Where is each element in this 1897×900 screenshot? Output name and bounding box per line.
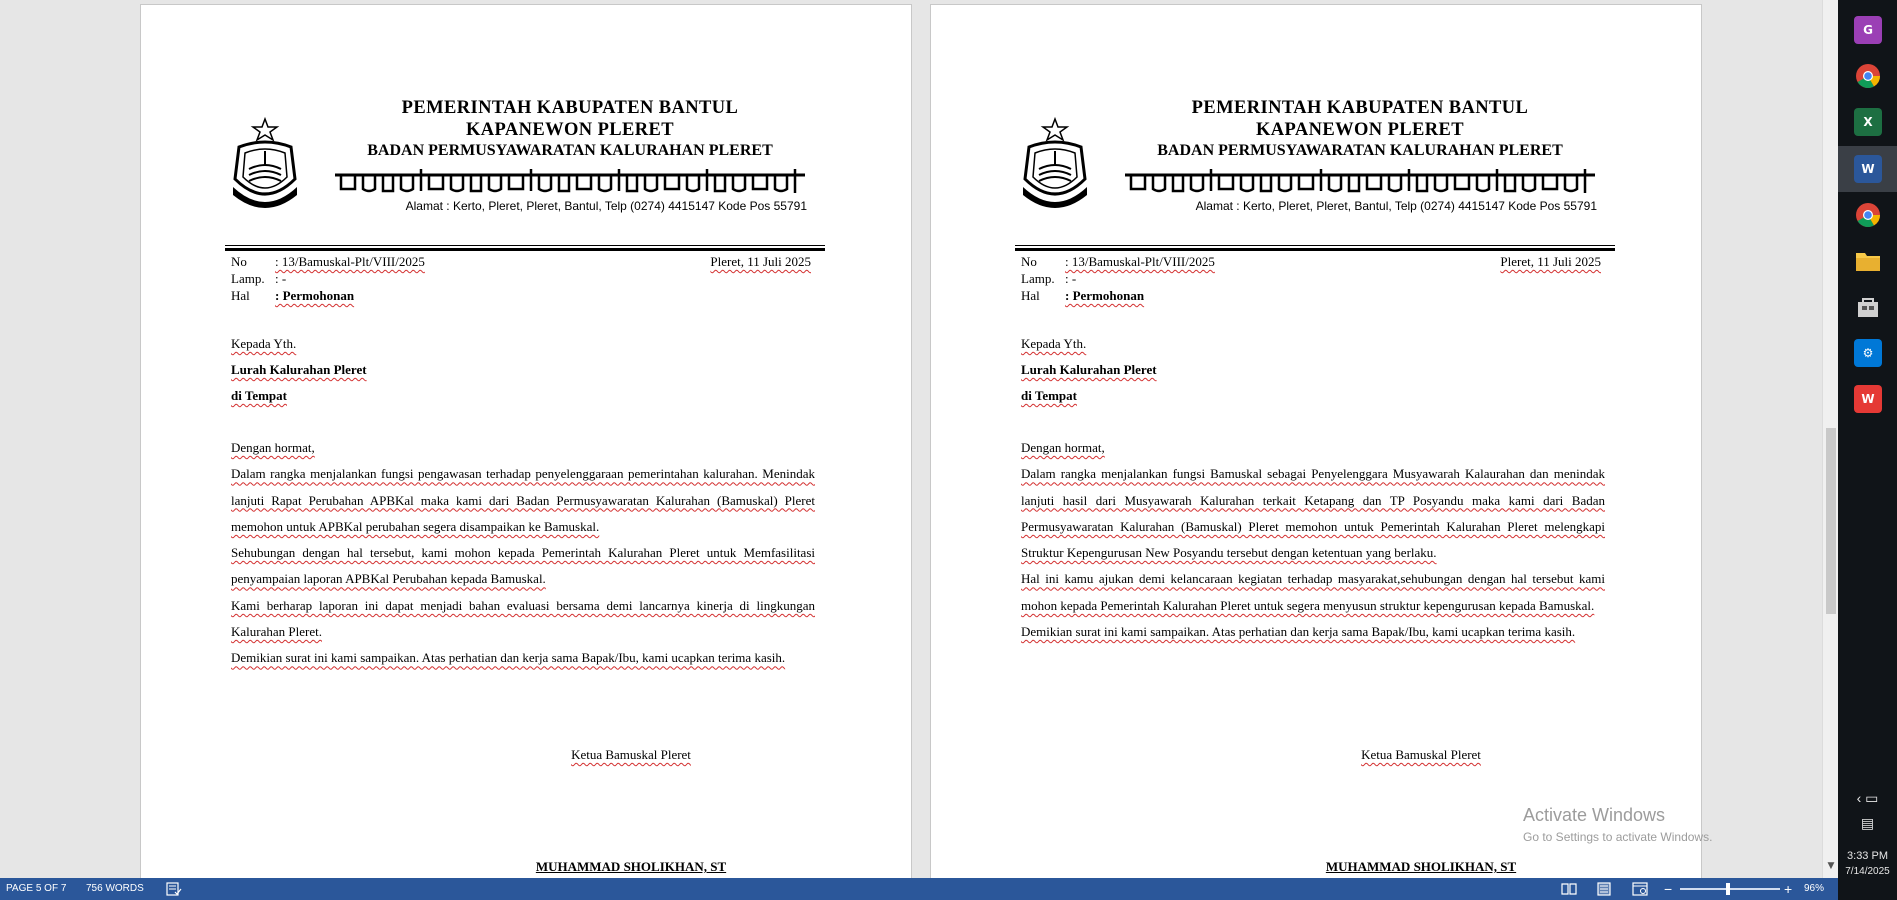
meta-no-value: : 13/Bamuskal-Plt/VIII/2025 bbox=[275, 254, 425, 269]
wps-icon[interactable]: W bbox=[1854, 385, 1882, 413]
letterhead bbox=[225, 97, 815, 233]
document-page[interactable] bbox=[140, 4, 912, 878]
letter-opening: Dengan hormat, bbox=[231, 440, 315, 455]
settings-icon[interactable]: ⚙ bbox=[1854, 339, 1882, 367]
addressee-greeting: Kepada Yth. bbox=[1021, 336, 1087, 351]
watermark-title: Activate Windows bbox=[1523, 805, 1666, 825]
bantul-emblem-icon bbox=[225, 117, 305, 217]
bantul-emblem-icon bbox=[1015, 117, 1095, 217]
meta-no-value: : 13/Bamuskal-Plt/VIII/2025 bbox=[1065, 254, 1215, 269]
word-icon[interactable]: W bbox=[1854, 155, 1882, 183]
chrome-icon[interactable] bbox=[1854, 62, 1882, 90]
store-icon[interactable] bbox=[1854, 293, 1882, 321]
body-paragraph: Kami berharap laporan ini dapat menjadi bahan evaluasi bersama demi lancarnya kinerja di lingkungan Kalurahan Pleret. bbox=[231, 597, 815, 640]
web-layout-icon[interactable] bbox=[1632, 882, 1648, 896]
body-paragraph: Hal ini kamu ajukan demi kelancaraan kegiatan terhadap masyarakat,sehubungan dengan hal tersebut kami mohon kepada Pemerintah Kalurahan Pleret untuk segera menyusun struktur kepengurusan kepada Bamuskal. bbox=[1021, 571, 1605, 613]
document-page[interactable] bbox=[930, 4, 1702, 878]
vertical-scrollbar[interactable] bbox=[1822, 0, 1838, 878]
body-paragraph: Demikian surat ini kami sampaikan. Atas perhatian dan kerja sama Bapak/Ibu, kami ucapkan terima kasih. bbox=[1021, 624, 1576, 640]
addressee bbox=[1021, 331, 1581, 409]
javanese-script-image bbox=[1125, 165, 1595, 197]
meta-lamp-label: Lamp. bbox=[1021, 271, 1055, 286]
app-g-icon[interactable]: G bbox=[1854, 16, 1882, 44]
meta-no-label: No bbox=[1021, 254, 1037, 269]
body-paragraph: Dalam rangka menjalankan fungsi Bamuskal sebagai Penyelenggara Musyawarah Kalaurahan dan menindak lanjuti hasil dari Musyawarah Kalurahan terkait Ketapang dan TP Posyandu maka kami dari Badan Permusyawaratan Kalurahan (Bamuskal) Pleret memohon untuk Pemerintah Kalurahan Pleret melengkapi Struktur Kepengurusan New Posyandu tersebut dengan ketentuan yang berlaku. bbox=[1021, 466, 1605, 561]
zoom-slider-thumb[interactable] bbox=[1726, 883, 1730, 895]
meta-lamp-value: : - bbox=[1065, 271, 1077, 286]
letterhead-line-2: KAPANEWON PLERET bbox=[1255, 120, 1465, 140]
addressee bbox=[231, 331, 791, 409]
letterhead-line-3: BADAN PERMUSYAWARATAN KALURAHAN PLERET bbox=[1157, 142, 1563, 159]
signature-name: MUHAMMAD SHOLIKHAN, ST bbox=[1325, 859, 1517, 874]
letter-date: Pleret, 11 Juli 2025 bbox=[1500, 254, 1601, 269]
zoom-in-button[interactable]: + bbox=[1784, 881, 1793, 897]
addressee-greeting: Kepada Yth. bbox=[231, 336, 297, 351]
addressee-place: di Tempat bbox=[1021, 388, 1077, 403]
letterhead-line-1: PEMERINTAH KABUPATEN BANTUL bbox=[401, 98, 739, 118]
letterhead-line-1: PEMERINTAH KABUPATEN BANTUL bbox=[1191, 98, 1529, 118]
letter-meta bbox=[231, 253, 811, 304]
zoom-out-button[interactable]: − bbox=[1664, 881, 1673, 897]
notification-icon[interactable]: ▤ bbox=[1860, 815, 1875, 831]
letter-meta bbox=[1021, 253, 1601, 304]
scroll-down-arrow-icon[interactable]: ▼ bbox=[1827, 861, 1835, 871]
print-layout-icon[interactable] bbox=[1596, 882, 1612, 896]
letterhead-address: Alamat : Kerto, Pleret, Pleret, Bantul, Telp (0274) 4415147 Kode Pos 55791 bbox=[1195, 199, 1597, 213]
excel-icon[interactable]: X bbox=[1854, 108, 1882, 136]
letterhead bbox=[1015, 97, 1605, 233]
meta-hal-label: Hal bbox=[231, 288, 250, 303]
letterhead-divider bbox=[1015, 245, 1615, 246]
meta-lamp-value: : - bbox=[275, 271, 287, 286]
page-indicator[interactable]: PAGE 5 OF 7 bbox=[6, 883, 67, 894]
letterhead-divider bbox=[1015, 248, 1615, 251]
letterhead-line-3: BADAN PERMUSYAWARATAN KALURAHAN PLERET bbox=[367, 142, 773, 159]
meta-hal-value: : Permohonan bbox=[1065, 288, 1145, 303]
zoom-slider[interactable] bbox=[1680, 888, 1780, 890]
meta-no-label: No bbox=[231, 254, 247, 269]
letterhead-divider bbox=[225, 248, 825, 251]
addressee-recipient: Lurah Kalurahan Pleret bbox=[1021, 362, 1157, 377]
body-paragraph: Demikian surat ini kami sampaikan. Atas perhatian dan kerja sama Bapak/Ibu, kami ucapkan terima kasih. bbox=[231, 650, 786, 666]
read-mode-icon[interactable] bbox=[1561, 882, 1577, 896]
letterhead-line-2: KAPANEWON PLERET bbox=[465, 120, 675, 140]
letterhead-divider bbox=[225, 245, 825, 246]
file-explorer-icon[interactable] bbox=[1854, 247, 1882, 275]
letter-body[interactable] bbox=[231, 435, 815, 672]
meta-hal-label: Hal bbox=[1021, 288, 1040, 303]
addressee-place: di Tempat bbox=[231, 388, 287, 403]
addressee-recipient: Lurah Kalurahan Pleret bbox=[231, 362, 367, 377]
letter-opening: Dengan hormat, bbox=[1021, 440, 1105, 455]
signature-title: Ketua Bamuskal Pleret bbox=[571, 747, 691, 762]
taskbar-time[interactable]: 3:33 PM bbox=[1847, 850, 1888, 862]
letter-date: Pleret, 11 Juli 2025 bbox=[710, 254, 811, 269]
word-count[interactable]: 756 WORDS bbox=[86, 883, 144, 894]
signature-name: MUHAMMAD SHOLIKHAN, ST bbox=[535, 859, 727, 874]
activate-windows-watermark bbox=[1523, 805, 1712, 844]
body-paragraph: Dalam rangka menjalankan fungsi pengawasan terhadap penyelenggaraan pemerintahan kalurahan. Menindak lanjuti Rapat Perubahan APBKal maka kami dari Badan Permusyawaratan Kalurahan (Bamuskal) Pleret memohon untuk APBKal perubahan segera disampaikan ke Bamuskal. bbox=[231, 466, 815, 534]
meta-hal-value: : Permohonan bbox=[275, 288, 355, 303]
scrollbar-thumb[interactable] bbox=[1826, 428, 1836, 614]
signature-title: Ketua Bamuskal Pleret bbox=[1361, 747, 1481, 762]
chrome-icon[interactable] bbox=[1854, 201, 1882, 229]
meta-lamp-label: Lamp. bbox=[231, 271, 265, 286]
letter-body[interactable] bbox=[1021, 435, 1605, 645]
watermark-subtitle: Go to Settings to activate Windows. bbox=[1523, 830, 1713, 844]
windows-taskbar bbox=[1838, 0, 1897, 900]
proofing-icon[interactable] bbox=[166, 882, 182, 896]
zoom-level[interactable]: 96% bbox=[1804, 883, 1825, 894]
status-bar bbox=[0, 878, 1838, 900]
letterhead-address: Alamat : Kerto, Pleret, Pleret, Bantul, Telp (0274) 4415147 Kode Pos 55791 bbox=[405, 199, 807, 213]
taskbar-date[interactable]: 7/14/2025 bbox=[1845, 866, 1890, 877]
system-tray-chevron-icon[interactable]: ‹ ▭ bbox=[1856, 790, 1879, 806]
javanese-script-image bbox=[335, 165, 805, 197]
body-paragraph: Sehubungan dengan hal tersebut, kami mohon kepada Pemerintah Kalurahan Pleret untuk Memfasilitasi penyampaian laporan APBKal Perubahan kepada Bamuskal. bbox=[231, 545, 815, 587]
